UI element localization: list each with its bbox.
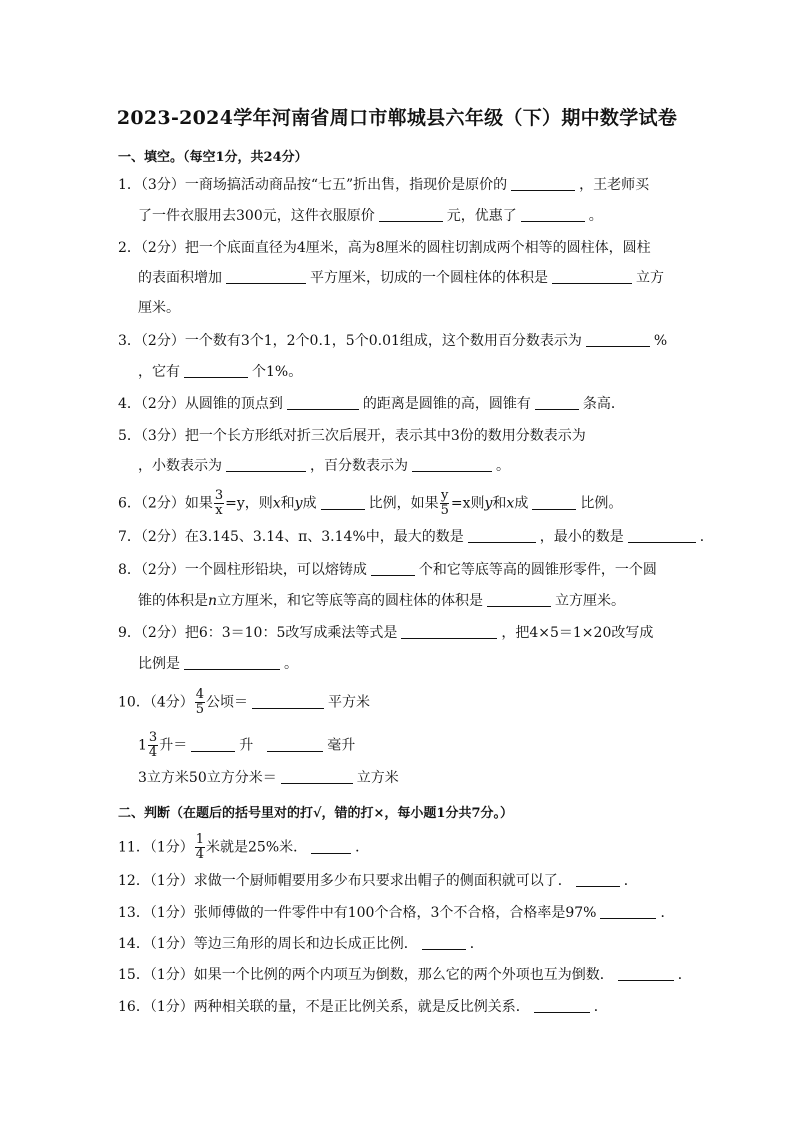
answer-blank[interactable]	[191, 737, 235, 752]
answer-blank[interactable]	[226, 457, 306, 472]
answer-blank[interactable]	[311, 839, 351, 854]
answer-blank[interactable]	[252, 694, 324, 709]
question-15: 15．（1分）如果一个比例的两个内项互为倒数，那么它的两个外项也互为倒数． ．	[118, 967, 692, 983]
question-2-line-1: 2．（2分）把一个底面直径为4厘米，高为8厘米的圆柱切割成两个相等的圆柱体，圆柱	[118, 240, 651, 256]
question-1-line-1: 1．（3分）一商场搞活动商品按“七五”折出售，指现价是原价的 ，王老师买	[118, 177, 650, 193]
answer-blank[interactable]	[401, 624, 497, 639]
answer-blank[interactable]	[487, 592, 551, 607]
question-2-line-3: 厘米。	[138, 300, 180, 316]
question-11: 11．（1分） $\frac{1}{4}$ 米就是25%米． ．	[118, 832, 370, 862]
question-9-line-1: 9．（2分）把6：3＝10：5改写成乘法等式是 ，把4×5＝1×20改写成	[118, 625, 654, 641]
question-8-line-2: 锥的体积是n立方厘米，和它等底等高的圆柱体的体积是 立方厘米。	[138, 593, 626, 609]
question-13: 13．（1分）张师傅做的一件零件中有100个合格，3个不合格，合格率是97% ．	[118, 905, 675, 921]
question-16: 16．（1分）两种相关联的量，不是正比例关系，就是反比例关系． ．	[118, 999, 608, 1015]
answer-blank[interactable]	[628, 528, 696, 543]
answer-blank[interactable]	[532, 495, 576, 510]
section-true-false-heading: 二、判断（在题后的括号里对的打√，错的打×，每小题1分共7分。）	[118, 806, 514, 821]
section-fill-in-heading: 一、填空。（每空1分，共24分）	[118, 150, 308, 165]
answer-blank[interactable]	[521, 207, 585, 222]
mixed-number-fraction: $\frac{3}{4}$	[148, 730, 158, 760]
question-5-line-1: 5．（3分）把一个长方形纸对折三次后展开，表示其中3份的数用分数表示为	[118, 428, 586, 444]
question-10-line-2: 1 $\frac{3}{4}$ 升＝ 升 毫升	[138, 730, 356, 760]
answer-blank[interactable]	[281, 769, 353, 784]
question-7: 7．（2分）在3.145、3.14、π、3.14%中，最大的数是 ，最小的数是 ．	[118, 529, 714, 545]
question-6: 6．（2分）如果 $\frac{3}{x}$ =y，则x和y成 比例，如果 $\frac{y}{5}$ =x则y和x成 比例。	[118, 488, 623, 518]
answer-blank[interactable]	[267, 737, 323, 752]
answer-blank[interactable]	[586, 332, 650, 347]
answer-blank[interactable]	[534, 998, 590, 1013]
answer-blank[interactable]	[576, 872, 620, 887]
answer-blank[interactable]	[422, 935, 466, 950]
question-8-line-1: 8．（2分）一个圆柱形铅块，可以熔铸成 个和它等底等高的圆锥形零件，一个圆	[118, 562, 657, 578]
question-4: 4．（2分）从圆锥的顶点到 的距离是圆锥的高，圆锥有 条高．	[118, 396, 625, 412]
answer-blank[interactable]	[321, 495, 365, 510]
fraction: $\frac{y}{5}$	[440, 488, 449, 518]
question-12: 12．（1分）求做一个厨师帽要用多少布只要求出帽子的侧面积就可以了． ．	[118, 873, 638, 889]
answer-blank[interactable]	[379, 207, 443, 222]
answer-blank[interactable]	[371, 561, 415, 576]
page-title: 2023-2024学年河南省周口市郸城县六年级（下）期中数学试卷	[116, 107, 678, 129]
answer-blank[interactable]	[600, 904, 656, 919]
fraction: $\frac{4}{5}$	[195, 687, 205, 717]
question-5-line-2: ，小数表示为 ，百分数表示为 。	[138, 458, 510, 474]
question-10-line-3: 3立方米50立方分米＝ 立方米	[138, 770, 399, 786]
question-3-line-1: 3．（2分）一个数有3个1，2个0.1，5个0.01组成，这个数用百分数表示为 %	[118, 333, 668, 349]
question-14: 14．（1分）等边三角形的周长和边长成正比例． ．	[118, 936, 484, 952]
answer-blank[interactable]	[412, 457, 492, 472]
answer-blank[interactable]	[552, 269, 632, 284]
question-9-line-2: 比例是 。	[138, 656, 298, 672]
question-10-line-1: 10．（4分） $\frac{4}{5}$ 公顷＝ 平方米	[118, 687, 371, 717]
answer-blank[interactable]	[535, 395, 579, 410]
answer-blank[interactable]	[184, 655, 280, 670]
answer-blank[interactable]	[184, 363, 248, 378]
question-2-line-2: 的表面积增加 平方厘米，切成的一个圆柱体的体积是 立方	[138, 270, 664, 286]
answer-blank[interactable]	[468, 528, 536, 543]
answer-blank[interactable]	[618, 966, 674, 981]
answer-blank[interactable]	[287, 395, 359, 410]
question-3-line-2: ，它有 个1%。	[138, 364, 303, 380]
question-1-line-2: 了一件衣服用去300元，这件衣服原价 元，优惠了 。	[138, 208, 603, 224]
fraction: $\frac{1}{4}$	[195, 832, 205, 862]
answer-blank[interactable]	[511, 176, 575, 191]
answer-blank[interactable]	[226, 269, 306, 284]
fraction: $\frac{3}{x}$	[214, 488, 224, 518]
